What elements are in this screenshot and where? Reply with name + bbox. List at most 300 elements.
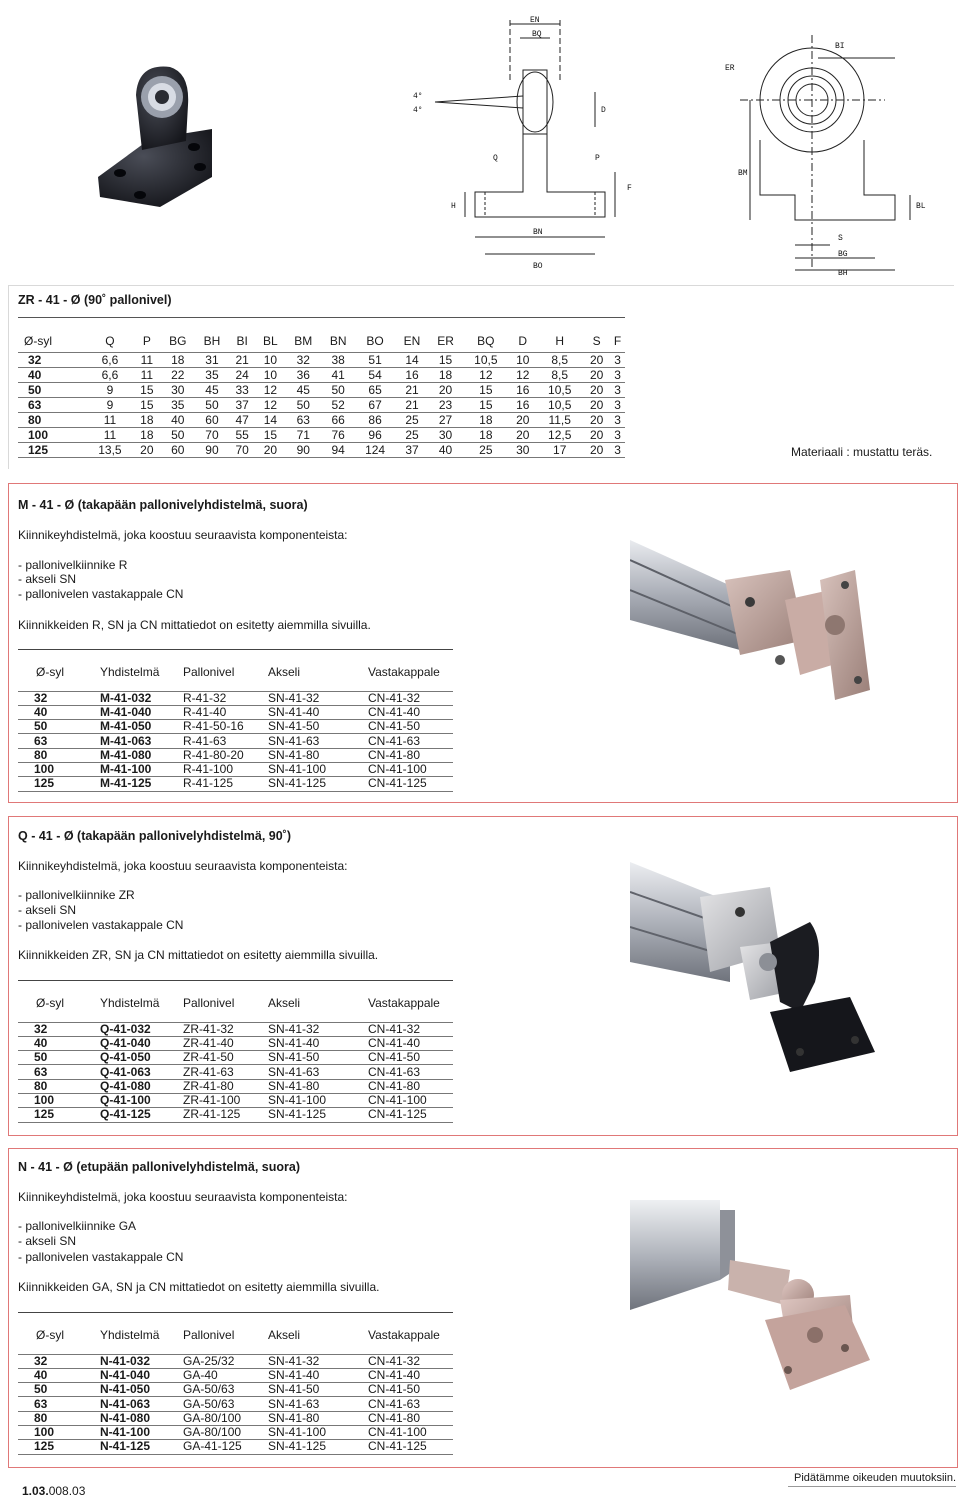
table-cell: SN-41-50 (268, 1383, 368, 1397)
table-cell: 125 (18, 1108, 100, 1122)
table-cell: 8,5 (536, 367, 583, 382)
table-cell: CN-41-125 (368, 777, 453, 791)
table-cell: 60 (195, 412, 229, 427)
table-cell: 100 (18, 427, 86, 442)
table-cell: CN-41-63 (368, 734, 453, 748)
table-cell: CN-41-50 (368, 1383, 453, 1397)
table-row (18, 705, 453, 719)
table-cell: 14 (395, 352, 429, 367)
table-cell: 86 (355, 412, 395, 427)
table-cell: SN-41-125 (268, 1440, 368, 1454)
label-bh: BH (838, 269, 848, 278)
zr-col-header: ER (437, 333, 454, 348)
table-cell: CN-41-50 (368, 720, 453, 734)
table-cell: N-41-032 (100, 1354, 183, 1368)
table-cell: 6,6 (86, 352, 133, 367)
table-cell: 11 (86, 412, 133, 427)
table-cell: SN-41-40 (268, 705, 368, 719)
table-cell: CN-41-63 (368, 1065, 453, 1079)
table-cell: 63 (285, 412, 321, 427)
table-cell: GA-25/32 (183, 1354, 268, 1368)
table-row (18, 427, 625, 442)
section-n-intro: Kiinnikeyhdistelmä, joka koostuu seuraavista komponenteista: (18, 1190, 348, 1204)
table-cell: Q-41-100 (100, 1093, 183, 1107)
table-row (18, 1354, 453, 1368)
table-cell: 20 (256, 442, 286, 457)
table-cell: Q-41-050 (100, 1051, 183, 1065)
table-cell: 51 (355, 352, 395, 367)
section-q-table (18, 994, 453, 1123)
table-cell: 100 (18, 762, 100, 776)
table-cell: M-41-100 (100, 762, 183, 776)
table-cell: 12 (462, 367, 509, 382)
table-cell: M-41-032 (100, 691, 183, 705)
table-cell: 10 (256, 367, 286, 382)
table-cell: N-41-100 (100, 1425, 183, 1439)
table-cell: 20 (583, 382, 610, 397)
table-cell: 18 (462, 427, 509, 442)
table-cell: Q-41-063 (100, 1065, 183, 1079)
section-q-note: Kiinnikkeiden ZR, SN ja CN mittatiedot on esitetty aiemmilla sivuilla. (18, 948, 379, 962)
table-cell: M-41-080 (100, 748, 183, 762)
label-f: F (627, 184, 632, 193)
table-cell: 50 (321, 382, 355, 397)
table-cell: 20 (509, 427, 536, 442)
table-cell: GA-80/100 (183, 1411, 268, 1425)
table-cell: 35 (195, 367, 229, 382)
assembly-header-row (18, 994, 453, 1012)
zr-col-header: Ø-syl (24, 333, 52, 348)
table-row (18, 412, 625, 427)
table-cell: 3 (610, 382, 625, 397)
table-cell: 67 (355, 397, 395, 412)
table-cell: R-41-63 (183, 734, 268, 748)
table-cell: 16 (395, 367, 429, 382)
section-n-component-3: - pallonivelen vastakappale CN (18, 1250, 184, 1264)
table-cell: 20 (133, 442, 160, 457)
table-cell: 50 (18, 1383, 100, 1397)
table-cell: CN-41-40 (368, 705, 453, 719)
assembly-spacer-row (18, 1012, 453, 1022)
zr-col-header: Q (105, 333, 115, 348)
table-cell: 25 (395, 427, 429, 442)
zr-col-header: BQ (477, 333, 495, 348)
table-cell: GA-50/63 (183, 1397, 268, 1411)
table-cell: 23 (429, 397, 463, 412)
rights-note: Pidätämme oikeuden muutoksiin. (794, 1472, 957, 1484)
zr-bracket-photo (90, 55, 225, 210)
section-n-table (18, 1326, 453, 1455)
table-cell: N-41-050 (100, 1383, 183, 1397)
zr-header-row (18, 330, 625, 352)
zr-col-header: BH (203, 333, 221, 348)
table-cell: 20 (583, 427, 610, 442)
table-cell: 18 (133, 412, 160, 427)
table-cell: 37 (395, 442, 429, 457)
table-cell: SN-41-32 (268, 1022, 368, 1036)
zr-col-header: EN (403, 333, 421, 348)
assembly-col-header: Yhdistelmä (100, 1328, 160, 1342)
table-cell: R-41-50-16 (183, 720, 268, 734)
table-cell: 32 (18, 1022, 100, 1036)
table-cell: 15 (462, 382, 509, 397)
section-m-intro: Kiinnikeyhdistelmä, joka koostuu seuraavista komponenteista: (18, 528, 348, 542)
table-cell: CN-41-100 (368, 1093, 453, 1107)
table-cell: 6,6 (86, 367, 133, 382)
table-cell: CN-41-63 (368, 1397, 453, 1411)
table-cell: 45 (195, 382, 229, 397)
table-cell: CN-41-32 (368, 1354, 453, 1368)
table-cell: 90 (285, 442, 321, 457)
label-en: EN (530, 16, 540, 25)
table-cell: ZR-41-80 (183, 1079, 268, 1093)
label-s: S (838, 234, 843, 243)
table-cell: 17 (536, 442, 583, 457)
table-cell: 40 (429, 442, 463, 457)
table-cell: 32 (285, 352, 321, 367)
table-cell: GA-80/100 (183, 1425, 268, 1439)
table-cell: SN-41-40 (268, 1036, 368, 1050)
table-cell: 3 (610, 442, 625, 457)
table-cell: R-41-100 (183, 762, 268, 776)
table-cell: SN-41-80 (268, 1411, 368, 1425)
table-cell: 45 (285, 382, 321, 397)
zr-title-rule (18, 317, 625, 318)
table-cell: 11,5 (536, 412, 583, 427)
label-bg: BG (838, 250, 848, 259)
table-cell: 15 (462, 397, 509, 412)
table-cell: GA-40 (183, 1368, 268, 1382)
table-cell: 40 (160, 412, 195, 427)
table-row (18, 1440, 453, 1454)
label-4deg-b: 4° (413, 106, 423, 115)
table-cell: 9 (86, 397, 133, 412)
table-cell: 10 (256, 352, 286, 367)
section-m-title: M - 41 - Ø (takapään pallonivelyhdistelmä, suora) (18, 498, 308, 512)
table-cell: SN-41-32 (268, 691, 368, 705)
table-cell: CN-41-80 (368, 1411, 453, 1425)
assembly-col-header: Yhdistelmä (100, 665, 160, 679)
table-cell: M-41-040 (100, 705, 183, 719)
table-cell: Q-41-125 (100, 1108, 183, 1122)
zr-col-header: BO (366, 333, 384, 348)
footer-rule (788, 1486, 956, 1487)
table-cell: GA-41-125 (183, 1440, 268, 1454)
table-cell: 80 (18, 748, 100, 762)
table-cell: 16 (509, 397, 536, 412)
table-cell: 27 (429, 412, 463, 427)
assembly-col-header: Ø-syl (36, 996, 64, 1010)
table-cell: 10,5 (536, 397, 583, 412)
table-cell: 50 (18, 1051, 100, 1065)
table-cell: 63 (18, 1065, 100, 1079)
table-row (18, 1051, 453, 1065)
section-q-component-1: - pallonivelkiinnike ZR (18, 888, 135, 902)
table-row (18, 352, 625, 367)
section-q-title: Q - 41 - Ø (takapään pallonivelyhdistelmä, 90˚) (18, 829, 291, 843)
table-cell: 30 (160, 382, 195, 397)
table-cell: 12 (256, 397, 286, 412)
assembly-col-header: Ø-syl (36, 665, 64, 679)
table-cell: SN-41-100 (268, 1093, 368, 1107)
table-cell: CN-41-50 (368, 1051, 453, 1065)
table-row (18, 720, 453, 734)
table-cell: SN-41-125 (268, 777, 368, 791)
table-row (18, 1383, 453, 1397)
table-cell: CN-41-80 (368, 748, 453, 762)
label-er: ER (725, 64, 735, 73)
table-cell: 21 (229, 352, 256, 367)
table-cell: CN-41-125 (368, 1108, 453, 1122)
table-cell: 10,5 (536, 382, 583, 397)
table-cell: R-41-40 (183, 705, 268, 719)
table-cell: 30 (429, 427, 463, 442)
table-cell: SN-41-63 (268, 734, 368, 748)
table-cell: 18 (160, 352, 195, 367)
zr-col-header: BI (236, 333, 248, 348)
table-cell: R-41-125 (183, 777, 268, 791)
table-cell: SN-41-50 (268, 720, 368, 734)
table-cell: 32 (18, 691, 100, 705)
table-cell: 32 (18, 352, 86, 367)
table-cell: 40 (18, 705, 100, 719)
table-cell: SN-41-63 (268, 1397, 368, 1411)
table-cell: N-41-063 (100, 1397, 183, 1411)
table-row (18, 442, 625, 457)
table-cell: 24 (229, 367, 256, 382)
label-bi: BI (835, 42, 845, 51)
table-cell: 9 (86, 382, 133, 397)
table-cell: 37 (229, 397, 256, 412)
table-cell: 22 (160, 367, 195, 382)
table-cell: ZR-41-100 (183, 1093, 268, 1107)
table-cell: 70 (229, 442, 256, 457)
assembly-col-header: Akseli (268, 1328, 301, 1342)
table-cell: 125 (18, 1440, 100, 1454)
section-q-component-2: - akseli SN (18, 903, 77, 917)
table-cell: 10 (509, 352, 536, 367)
label-bq: BQ (532, 30, 542, 39)
zr-col-header: BM (294, 333, 313, 348)
table-cell: 3 (610, 367, 625, 382)
table-cell: Q-41-040 (100, 1036, 183, 1050)
table-cell: 13,5 (86, 442, 133, 457)
table-row (18, 762, 453, 776)
assembly-col-header: Akseli (268, 665, 301, 679)
table-cell: R-41-32 (183, 691, 268, 705)
assembly-col-header: Pallonivel (183, 1328, 235, 1342)
table-cell: SN-41-32 (268, 1354, 368, 1368)
table-cell: 10,5 (462, 352, 509, 367)
table-cell: R-41-80-20 (183, 748, 268, 762)
table-cell: 63 (18, 1397, 100, 1411)
table-cell: 31 (195, 352, 229, 367)
table-cell: 94 (321, 442, 355, 457)
table-cell: 3 (610, 397, 625, 412)
table-row (18, 1065, 453, 1079)
zr-col-header: D (518, 333, 528, 348)
table-cell: 47 (229, 412, 256, 427)
assembly-col-header: Vastakappale (368, 996, 440, 1010)
table-cell: 3 (610, 352, 625, 367)
material-note: Materiaali : mustattu teräs. (791, 445, 933, 459)
table-cell: 38 (321, 352, 355, 367)
section-q-component-3: - pallonivelen vastakappale CN (18, 918, 184, 932)
table-cell: 33 (229, 382, 256, 397)
table-row (18, 1368, 453, 1382)
table-cell: 100 (18, 1093, 100, 1107)
assembly-col-header: Yhdistelmä (100, 996, 160, 1010)
table-cell: 32 (18, 1354, 100, 1368)
section-q-intro: Kiinnikeyhdistelmä, joka koostuu seuraavista komponenteista: (18, 859, 348, 873)
table-cell: 90 (195, 442, 229, 457)
side-view-drawing (720, 30, 950, 280)
table-cell: 3 (610, 412, 625, 427)
table-cell: 41 (321, 367, 355, 382)
table-cell: GA-50/63 (183, 1383, 268, 1397)
table-cell: 76 (321, 427, 355, 442)
section-n-assembly-photo (630, 1200, 952, 1400)
zr-col-header: P (142, 333, 151, 348)
table-cell: ZR-41-32 (183, 1022, 268, 1036)
table-cell: 60 (160, 442, 195, 457)
label-bl: BL (916, 202, 926, 211)
table-cell: 50 (18, 720, 100, 734)
label-p: P (595, 154, 600, 163)
table-cell: CN-41-40 (368, 1036, 453, 1050)
section-q-rule (18, 980, 453, 981)
table-cell: SN-41-125 (268, 1108, 368, 1122)
table-row (18, 1093, 453, 1107)
section-m-assembly-photo (630, 530, 952, 730)
table-row (18, 1022, 453, 1036)
section-n-title: N - 41 - Ø (etupään pallonivelyhdistelmä, suora) (18, 1160, 301, 1174)
table-cell: 125 (18, 777, 100, 791)
table-cell: 80 (18, 1079, 100, 1093)
section-m-component-2: - akseli SN (18, 572, 77, 586)
table-row (18, 367, 625, 382)
front-view-drawing (405, 12, 655, 274)
table-row (18, 1425, 453, 1439)
page-number: 1.03.008.03 (22, 1484, 86, 1498)
table-cell: 8,5 (536, 352, 583, 367)
table-row (18, 691, 453, 705)
label-bn: BN (533, 228, 543, 237)
label-bm: BM (738, 169, 748, 178)
table-cell: 40 (18, 367, 86, 382)
table-cell: 20 (509, 412, 536, 427)
assembly-col-header: Ø-syl (36, 1328, 64, 1342)
table-cell: CN-41-100 (368, 762, 453, 776)
assembly-col-header: Pallonivel (183, 665, 235, 679)
table-cell: N-41-125 (100, 1440, 183, 1454)
table-cell: 52 (321, 397, 355, 412)
table-cell: 18 (462, 412, 509, 427)
section-n-rule (18, 1312, 453, 1313)
table-cell: 11 (133, 367, 160, 382)
table-cell: ZR-41-50 (183, 1051, 268, 1065)
table-cell: 20 (583, 352, 610, 367)
table-cell: 18 (429, 367, 463, 382)
table-cell: 40 (18, 1036, 100, 1050)
table-cell: 71 (285, 427, 321, 442)
section-m-rule (18, 649, 453, 650)
table-cell: N-41-080 (100, 1411, 183, 1425)
section-m-table (18, 663, 453, 792)
zr-col-header: BG (169, 333, 187, 348)
section-n-component-2: - akseli SN (18, 1234, 77, 1248)
table-cell: 30 (509, 442, 536, 457)
table-cell: 70 (195, 427, 229, 442)
table-cell: 12,5 (536, 427, 583, 442)
table-cell: 25 (395, 412, 429, 427)
table-row (18, 1108, 453, 1122)
table-row (18, 382, 625, 397)
assembly-col-header: Vastakappale (368, 665, 440, 679)
table-cell: 66 (321, 412, 355, 427)
section-n-note: Kiinnikkeiden GA, SN ja CN mittatiedot on esitetty aiemmilla sivuilla. (18, 1280, 380, 1294)
table-cell: 50 (160, 427, 195, 442)
table-cell: CN-41-32 (368, 1022, 453, 1036)
label-d: D (601, 106, 606, 115)
assembly-header-row (18, 663, 453, 681)
table-cell: 15 (133, 382, 160, 397)
table-cell: CN-41-125 (368, 1440, 453, 1454)
table-cell: 20 (583, 367, 610, 382)
table-cell: ZR-41-63 (183, 1065, 268, 1079)
table-cell: CN-41-40 (368, 1368, 453, 1382)
table-cell: 21 (395, 382, 429, 397)
section-m-component-1: - pallonivelkiinnike R (18, 558, 128, 572)
assembly-header-row (18, 1326, 453, 1344)
table-row (18, 748, 453, 762)
table-cell: 40 (18, 1368, 100, 1382)
table-cell: 18 (133, 427, 160, 442)
table-row (18, 777, 453, 791)
assembly-spacer-row (18, 1344, 453, 1354)
table-cell: CN-41-32 (368, 691, 453, 705)
table-cell: ZR-41-125 (183, 1108, 268, 1122)
table-cell: 36 (285, 367, 321, 382)
table-cell: SN-41-40 (268, 1368, 368, 1382)
table-cell: SN-41-80 (268, 1079, 368, 1093)
table-cell: 11 (133, 352, 160, 367)
zr-col-header: BN (329, 333, 347, 348)
table-row (18, 734, 453, 748)
table-cell: ZR-41-40 (183, 1036, 268, 1050)
zr-col-header: H (555, 333, 565, 348)
table-cell: 54 (355, 367, 395, 382)
zr-dimension-table (18, 330, 625, 458)
section-m-note: Kiinnikkeiden R, SN ja CN mittatiedot on esitetty aiemmilla sivuilla. (18, 618, 371, 632)
assembly-col-header: Vastakappale (368, 1328, 440, 1342)
table-row (18, 1411, 453, 1425)
assembly-spacer-row (18, 681, 453, 691)
table-cell: 20 (583, 412, 610, 427)
table-cell: M-41-063 (100, 734, 183, 748)
table-row (18, 1036, 453, 1050)
table-cell: 50 (285, 397, 321, 412)
table-cell: 63 (18, 397, 86, 412)
table-cell: 80 (18, 1411, 100, 1425)
table-cell: M-41-125 (100, 777, 183, 791)
table-cell: CN-41-80 (368, 1079, 453, 1093)
table-cell: 12 (509, 367, 536, 382)
table-cell: CN-41-100 (368, 1425, 453, 1439)
section-q-assembly-photo (630, 862, 952, 1112)
table-cell: 20 (583, 442, 610, 457)
table-cell: SN-41-100 (268, 1425, 368, 1439)
